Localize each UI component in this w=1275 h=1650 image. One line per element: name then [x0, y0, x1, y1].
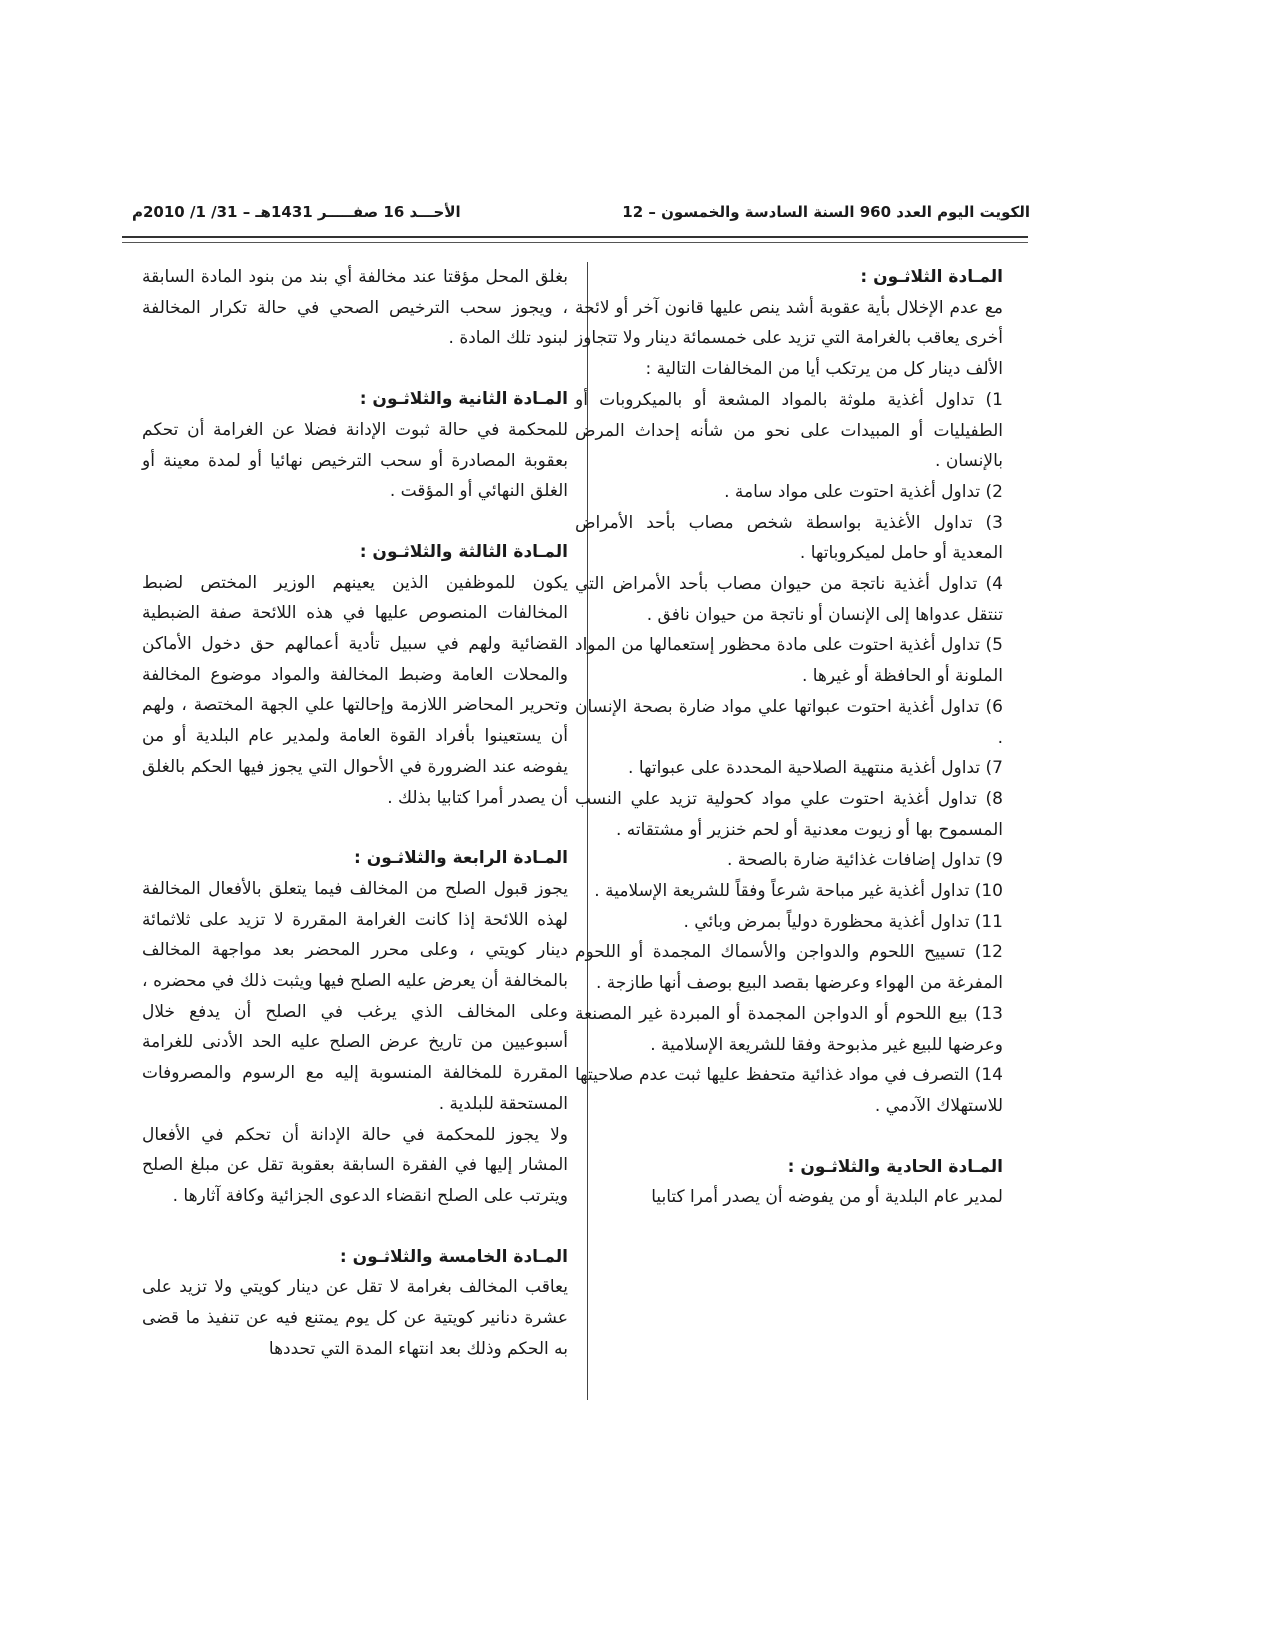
article-30-item-13: 13) بيع اللحوم أو الدواجن المجمدة أو المبردة غير المصنعة وعرضها للبيع غير مذبوحة وفقا للشريعة الإسلامية . [575, 1003, 1003, 1055]
header-rule-thin [122, 242, 1028, 243]
header-rule [122, 236, 1028, 238]
article-34-text-2: ولا يجوز للمحكمة في حالة الإدانة أن تحكم في الأفعال المشار إليها في الفقرة السابقة بعقوبة تقل عن مبلغ الصلح ويترتب على الصلح انقضاء الدعوى الجزائية وكافة آثارها . [142, 1124, 568, 1206]
page-header [120, 203, 1030, 233]
header-date: الأحـــد 16 صفـــــر 1431هـ – 31/ 1/ 2010م [132, 203, 461, 221]
article-31-continuation: بغلق المحل مؤقتا عند مخالفة أي بند من بنود المادة السابقة ، ويجوز سحب الترخيص الصحي في حالة تكرار المخالفة لبنود تلك المادة . [142, 267, 568, 349]
left-column [142, 262, 568, 1365]
right-column [575, 262, 1003, 1213]
article-30-item-14: 14) التصرف في مواد غذائية متحفظ عليها ثبت عدم صلاحيتها للاستهلاك الآدمي . [575, 1065, 1003, 1116]
article-35-title: المـادة الخامسة والثلاثـون : [339, 1246, 568, 1267]
article-30-item-1: 1) تداول أغذية ملوثة بالمواد المشعة أو بالميكروبات أو الطفيليات أو المبيدات على نحو من شأنه إحداث المرض بالإنسان . [575, 389, 1003, 472]
article-30-item-10: 10) تداول أغذية غير مباحة شرعاً وفقاً للشريعة الإسلامية . [594, 881, 1003, 902]
article-30-intro: مع عدم الإخلال بأية عقوبة أشد ينص عليها قانون آخر أو لائحة أخرى يعاقب بالغرامة التي تزيد على خمسمائة دينار ولا تتجاوز الألف دينار كل من يرتكب أيا من المخالفات التالية : [575, 297, 1003, 380]
article-35-text: يعاقب المخالف بغرامة لا تقل عن دينار كويتي ولا تزيد على عشرة دنانير كويتية عن كل يوم يمتنع فيه عن تنفيذ ما قضى به الحكم وذلك بعد انتهاء المدة التي تحددها [142, 1277, 568, 1359]
article-34-text-1: يجوز قبول الصلح من المخالف فيما يتعلق بالأفعال المخالفة لهذه اللائحة إذا كانت الغرامة المقررة لا تزيد على ثلاثمائة دينار كويتي ، وعلى محرر المحضر بعد مواجهة المخالف بالمخالفة أن يعرض عليه الصلح فيها ويثبت ذلك في محضره ، وعلى المخالف الذي يرغب في الصلح أن يدفع خلال أسبوعيين من تاريخ عرض الصلح عليه الحد الأدنى للغرامة المقررة للمخالفة المنسوبة إليه مع الرسوم والمصروفات المستحقة للبلدية . [142, 878, 568, 1114]
article-31-title: المـادة الحادية والثلاثـون : [787, 1156, 1003, 1177]
article-34-title: المـادة الرابعة والثلاثـون : [353, 848, 568, 869]
article-32-text: للمحكمة في حالة ثبوت الإدانة فضلا عن الغرامة أن تحكم بعقوبة المصادرة أو سحب الترخيص نهائيا أو لمدة معينة أو الغلق النهائي أو المؤقت . [142, 419, 568, 502]
article-33-text: يكون للموظفين الذين يعينهم الوزير المختص لضبط المخالفات المنصوص عليها في هذه اللائحة صفة الضبطية القضائية ولهم في سبيل تأدية أعمالهم حق دخول الأماكن والمحلات العامة وضبط المخالفة والمواد موضوع المخالفة وتحرير المحاضر اللازمة وإحالتها علي الجهة المختصة ، ولهم أن يستعينوا بأفراد القوة العامة ولمدير عام البلدية أو من يفوضه عند الضرورة في الأحوال التي يجوز فيها الحكم بالغلق أن يصدر أمرا كتابيا بذلك . [142, 572, 568, 808]
article-31-text: لمدير عام البلدية أو من يفوضه أن يصدر أمرا كتابيا [651, 1187, 1003, 1208]
article-30-item-3: 3) تداول الأغذية بواسطة شخص مصاب بأحد الأمراض المعدية أو حامل لميكروباتها . [575, 512, 1003, 564]
article-33-title: المـادة الثالثة والثلاثـون : [359, 541, 568, 562]
header-issue-info: الكويت اليوم العدد 960 السنة السادسة والخمسون – 12 [622, 203, 1030, 221]
article-30-title: المـادة الثلاثـون : [860, 267, 1003, 287]
article-30-item-12: 12) تسييح اللحوم والدواجن والأسماك المجمدة أو اللحوم المفرغة من الهواء وعرضها بقصد البيع بوصف أنها طازجة . [575, 942, 1003, 994]
article-30-item-8: 8) تداول أغذية احتوت علي مواد كحولية تزيد علي النسب المسموح بها أو زيوت معدنية أو لحم خنزير أو مشتقاته . [575, 788, 1003, 840]
article-30-item-4: 4) تداول أغذية ناتجة من حيوان مصاب بأحد الأمراض التي تنتقل عدواها إلى الإنسان أو ناتجة من حيوان نافق . [575, 574, 1003, 625]
article-30-item-2: 2) تداول أغذية احتوت على مواد سامة . [724, 481, 1003, 502]
article-30-item-7: 7) تداول أغذية منتهية الصلاحية المحددة على عبواتها . [628, 758, 1003, 779]
article-30-item-9: 9) تداول إضافات غذائية ضارة بالصحة . [726, 850, 1003, 871]
article-30-item-6: 6) تداول أغذية احتوت عبواتها علي مواد ضارة بصحة الإنسان . [575, 696, 1003, 748]
article-32-title: المـادة الثانية والثلاثـون : [359, 389, 568, 410]
article-30-item-5: 5) تداول أغذية احتوت على مادة محظور إستعمالها من المواد الملونة أو الحافظة أو غيرها . [575, 635, 1003, 687]
article-30-item-11: 11) تداول أغذية محظورة دولياً بمرض وبائي . [683, 911, 1003, 932]
